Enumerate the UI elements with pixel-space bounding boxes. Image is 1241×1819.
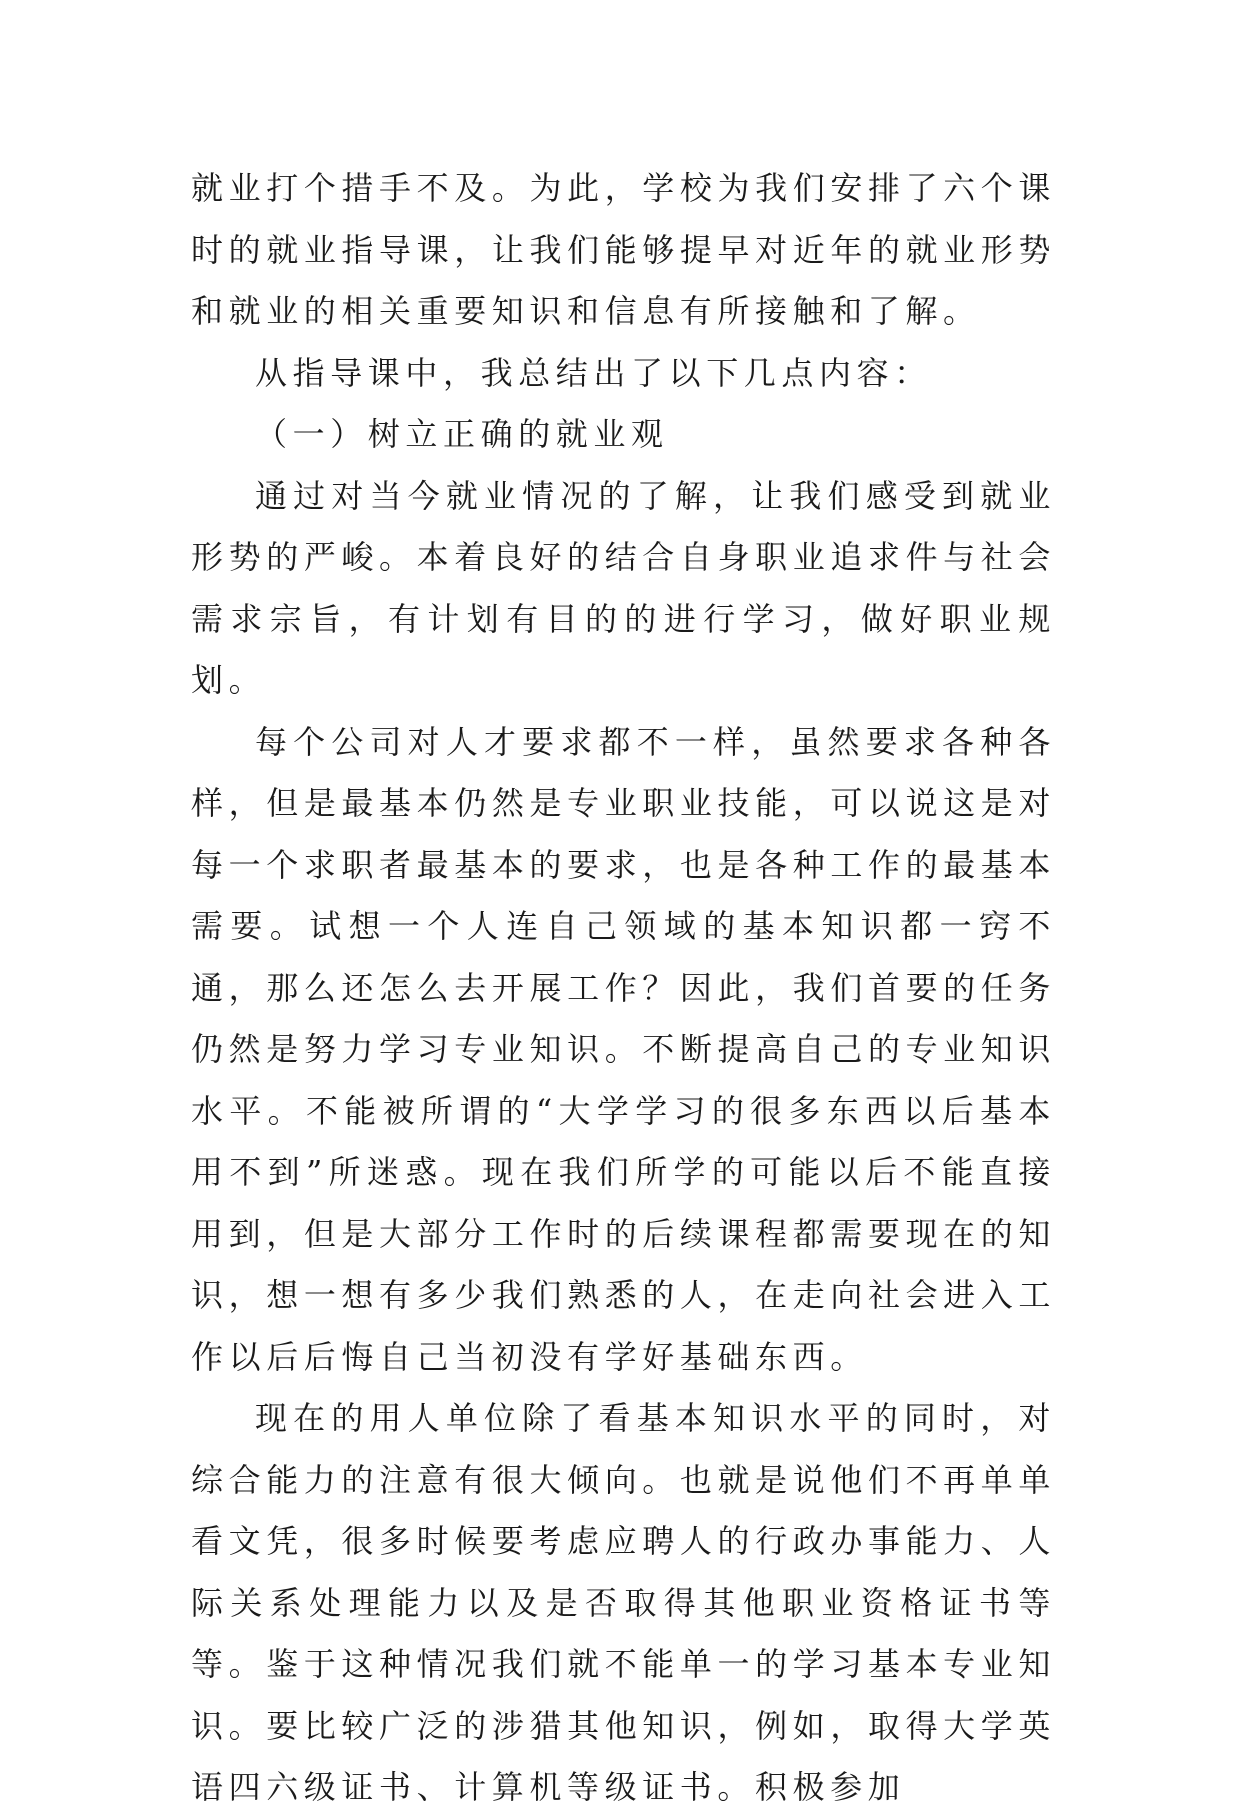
section-heading: （一）树立正确的就业观 xyxy=(255,415,669,453)
paragraph-employment-situation: 通过对当今就业情况的了解，让我们感受到就业形势的严峻。本着良好的结合自身职业追求件与社会需求宗旨，有计划有目的的进行学习，做好职业规划。 xyxy=(191,476,1056,699)
paragraph-comprehensive-ability: 现在的用人单位除了看基本知识水平的同时，对综合能力的注意有很大倾向。也就是说他们不再单单看文凭，很多时候要考虑应聘人的行政办事能力、人际关系处理能力以及是否取得其他职业资格证书等等。鉴于这种情况我们就不能单一的学习基本专业知识。要比较广泛的涉猎其他知识，例如，取得大学英语四六级证书、计算机等级证书。积极参加 xyxy=(191,1399,1056,1806)
document-body xyxy=(191,158,1056,1819)
paragraph-professional-skills: 每个公司对人才要求都不一样，虽然要求各种各样，但是最基本仍然是专业职业技能，可以说这是对每一个求职者最基本的要求，也是各种工作的最基本需要。试想一个人连自己领域的基本知识都一窍不通，那么还怎么去开展工作？因此，我们首要的任务仍然是努力学习专业知识。不断提高自己的专业知识水平。不能被所谓的“大学学习的很多东西以后基本用不到”所迷惑。现在我们所学的可能以后不能直接用到，但是大部分工作时的后续课程都需要现在的知识，想一想有多少我们熟悉的人，在走向社会进入工作以后后悔自己当初没有学好基础东西。 xyxy=(191,722,1056,1376)
paragraph-summary-intro: 从指导课中，我总结出了以下几点内容： xyxy=(255,353,932,392)
paragraph-continuation: 就业打个措手不及。为此，学校为我们安排了六个课时的就业指导课，让我们能够提早对近年的就业形势和就业的相关重要知识和信息有所接触和了解。 xyxy=(191,169,1056,330)
